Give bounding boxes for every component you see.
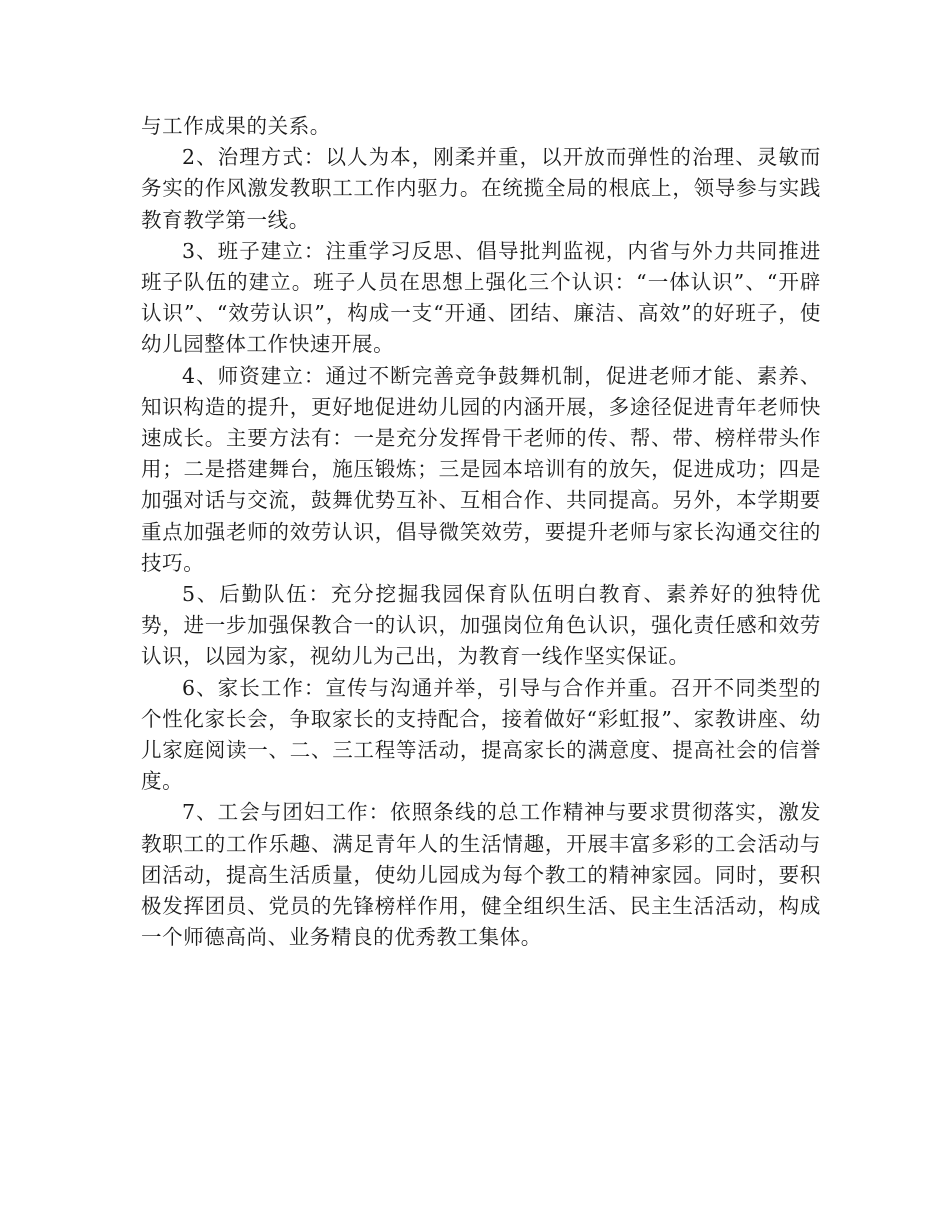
continuation-paragraph: 与工作成果的关系。 [141,114,331,138]
paragraph-leadership-team: 3、班子建立：注重学习反思、倡导批判监视，内省与外力共同推进班子队伍的建立。班子人员在思想上强化三个认识：“一体认识”、“开辟认识”、“效劳认识”，构成一支“开通、团结、廉洁、高效”的好班子，使幼儿园整体工作快速开展。 [141,238,821,357]
paragraph-parent-work: 6、家长工作：宣传与沟通并举，引导与合作并重。召开不同类型的个性化家长会，争取家长的支持配合，接着做好“彩虹报”、家教讲座、幼儿家庭阅读一、二、三工程等活动，提高家长的满意度、提高社会的信誉度。 [141,675,821,794]
paragraph-teacher-development: 4、师资建立：通过不断完善竞争鼓舞机制，促进老师才能、素养、知识构造的提升，更好地促进幼儿园的内涵开展，多途径促进青年老师快速成长。主要方法有：一是充分发挥骨干老师的传、帮、带、榜样带头作用；二是搭建舞台，施压锻炼；三是园本培训有的放矢，促进成功；四是加强对话与交流，鼓舞优势互补、互相合作、共同提高。另外，本学期要重点加强老师的效劳认识，倡导微笑效劳，要提升老师与家长沟通交往的技巧。 [141,363,821,575]
document-body [141,111,821,953]
paragraph-union-work: 7、工会与团妇工作：依照条线的总工作精神与要求贯彻落实，激发教职工的工作乐趣、满足青年人的生活情趣，开展丰富多彩的工会活动与团活动，提高生活质量，使幼儿园成为每个教工的精神家园。同时，要积极发挥团员、党员的先锋榜样作用，健全组织生活、民主生活活动，构成一个师德高尚、业务精良的优秀教工集体。 [141,800,821,950]
paragraph-logistics-team: 5、后勤队伍：充分挖掘我园保育队伍明白教育、素养好的独特优势，进一步加强保教合一的认识，加强岗位角色认识，强化责任感和效劳认识，以园为家，视幼儿为己出，为教育一线作坚实保证。 [141,582,821,669]
paragraph-management-style: 2、治理方式：以人为本，刚柔并重，以开放而弹性的治理、灵敏而务实的作风激发教职工工作内驱力。在统揽全局的根底上，领导参与实践教育教学第一线。 [141,145,821,232]
